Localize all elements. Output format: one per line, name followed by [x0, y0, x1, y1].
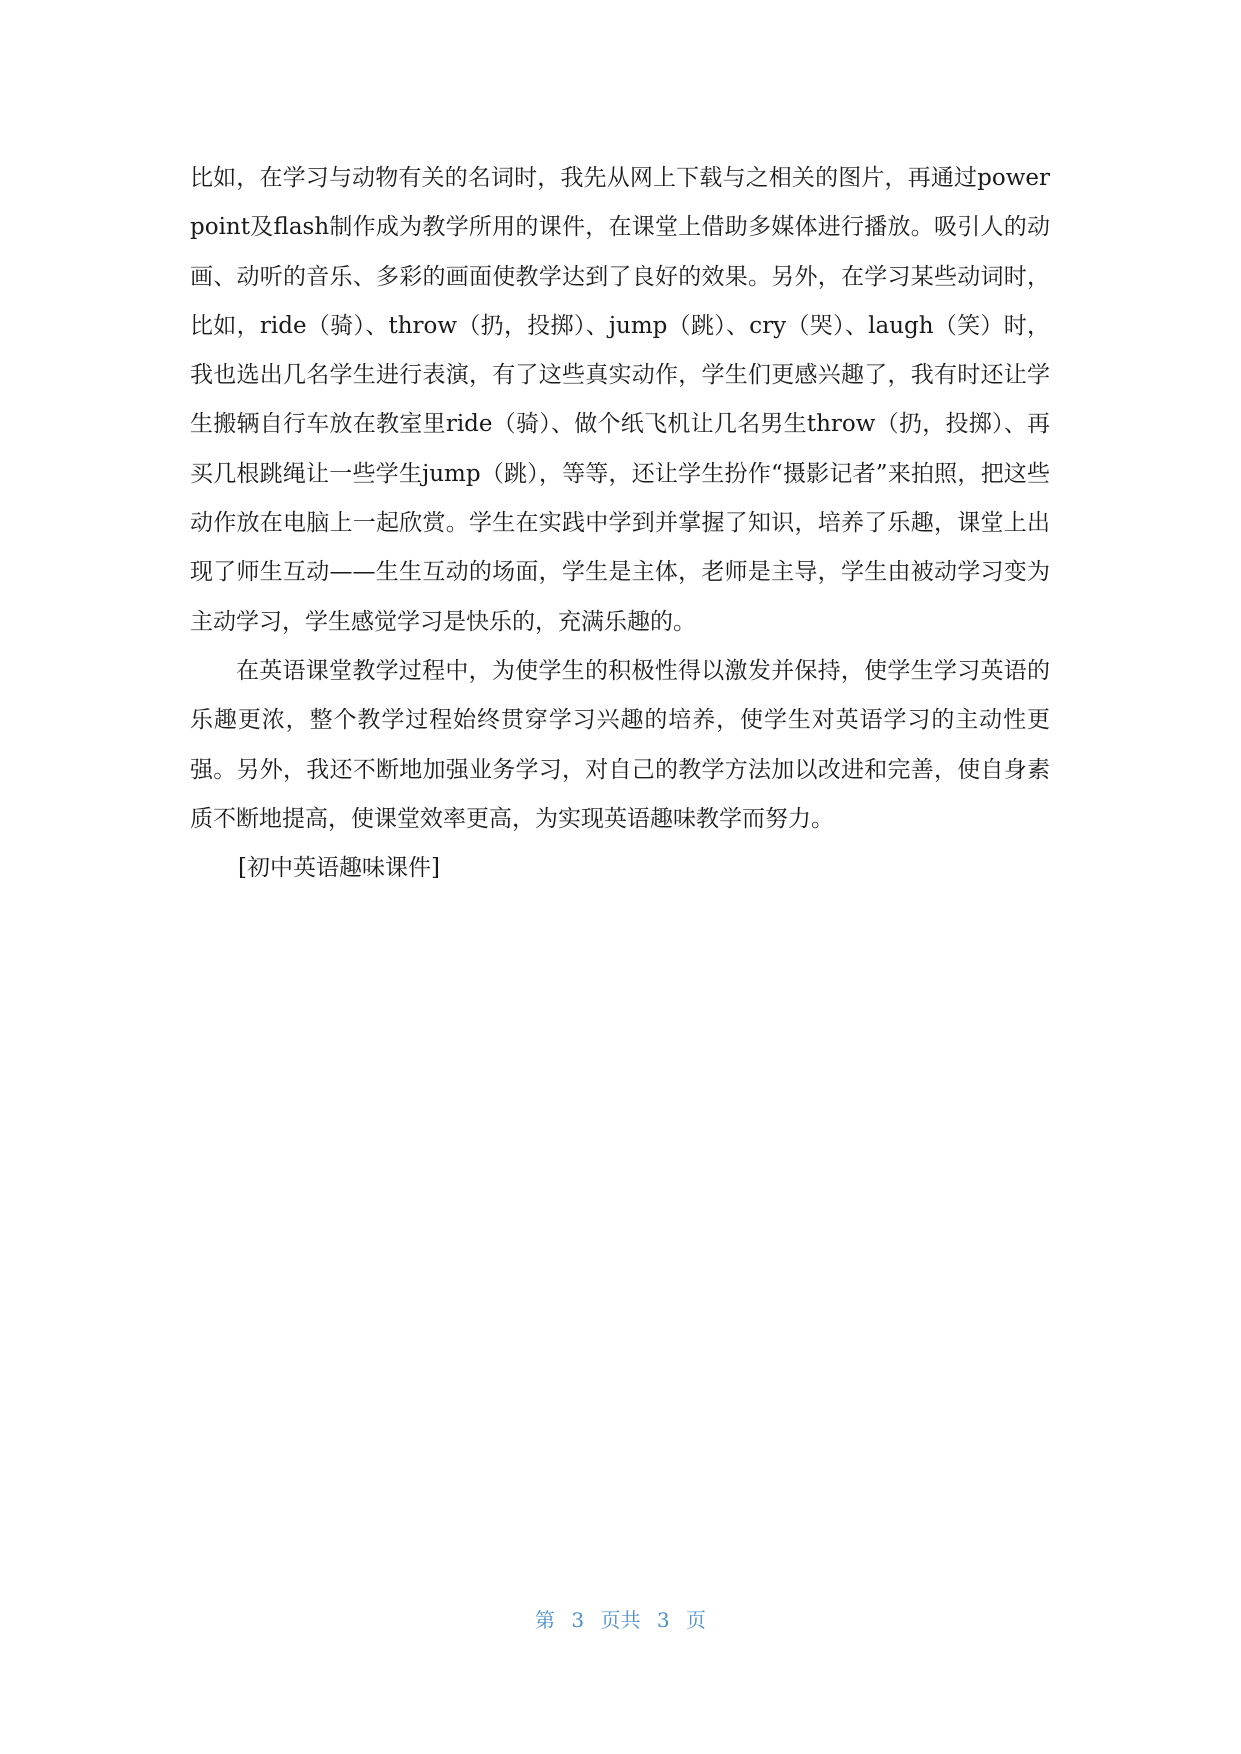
footer-middle: 页共	[600, 1608, 641, 1632]
paragraph-2: 在英语课堂教学过程中，为使学生的积极性得以激发并保持，使学生学习英语的乐趣更浓，整个教学过程始终贯穿学习兴趣的培养，使学生对英语学习的主动性更强。另外，我还不断地加强业务学习，对自己的教学方法加以改进和完善，使自身素质不断地提高，使课堂效率更高，为实现英语趣味教学而努力。	[190, 657, 1050, 832]
footer-suffix: 页	[685, 1608, 706, 1632]
footer-current-page: 3	[571, 1608, 585, 1632]
paragraph-1: 比如，在学习与动物有关的名词时，我先从网上下载与之相关的图片，再通过power point及flash制作成为教学所用的课件，在课堂上借助多媒体进行播放。吸引人的动画、动听的音乐、多彩的画面使教学达到了良好的效果。另外，在学习某些动词时，比如，ride（骑）、throw（扔，投掷）、jump（跳）、cry（哭）、laugh（笑）时，我也选出几名学生进行表演，有了这些真实动作，学生们更感兴趣了，我有时还让学生搬辆自行车放在教室里ride（骑）、做个纸飞机让几名男生throw（扔，投掷）、再买几根跳绳让一些学生jump（跳），等等，还让学生扮作“摄影记者”来拍照，把这些动作放在电脑上一起欣赏。学生在实践中学到并掌握了知识，培养了乐趣，课堂上出现了师生互动——生生互动的场面，学生是主体，老师是主导，学生由被动学习变为主动学习，学生感觉学习是快乐的，充满乐趣的。	[190, 165, 1050, 635]
page-footer	[0, 1604, 1241, 1633]
document-body	[190, 154, 1050, 893]
footer-prefix: 第	[535, 1608, 556, 1632]
document-tag: [初中英语趣味课件]	[238, 855, 440, 882]
footer-total-pages: 3	[656, 1608, 670, 1632]
